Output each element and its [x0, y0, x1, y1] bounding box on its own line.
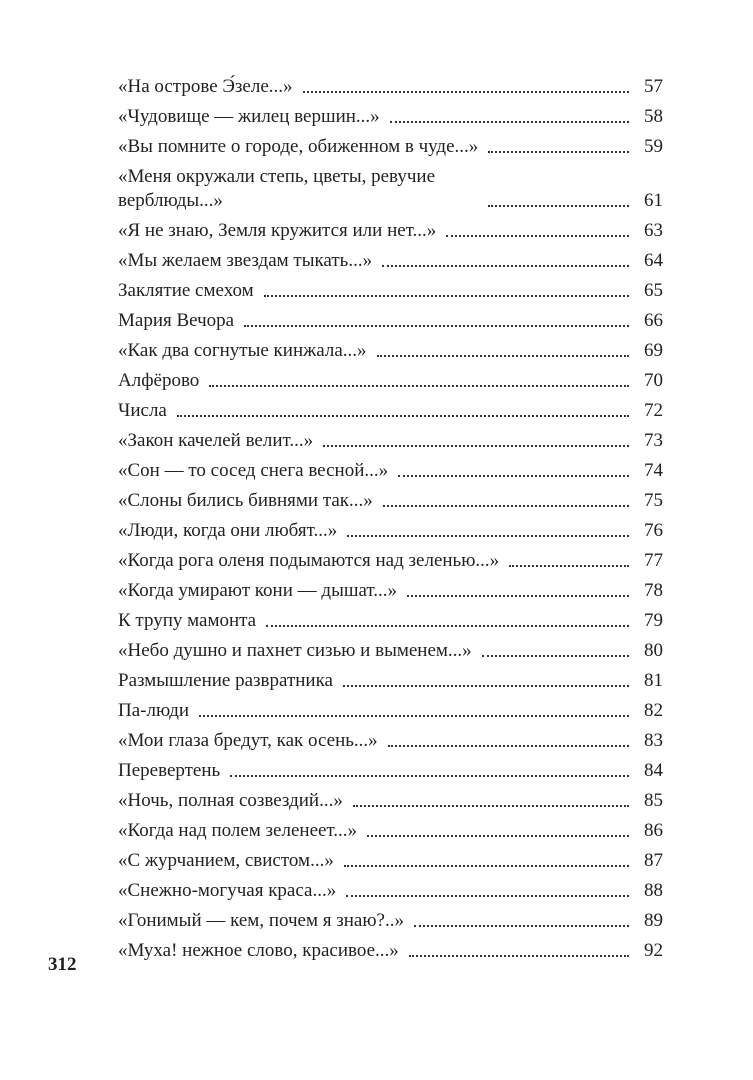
toc-entry-page: 77	[644, 550, 663, 571]
toc-entry	[118, 459, 663, 483]
toc-entry	[118, 669, 663, 693]
dot-leader	[388, 744, 629, 747]
dot-leader	[230, 774, 629, 777]
toc-entry	[118, 429, 663, 453]
toc-entry-title: «Когда над полем зеленеет...»	[118, 820, 358, 841]
toc-entry-page: 79	[644, 610, 663, 631]
toc-entry-title: «Мои глаза бредут, как осень...»	[118, 730, 378, 751]
toc-entry	[118, 729, 663, 753]
toc-entry-page: 88	[644, 880, 663, 901]
toc-entry	[118, 519, 663, 543]
toc-entry-page: 89	[644, 910, 663, 931]
table-of-contents	[118, 75, 663, 969]
dot-leader	[409, 954, 629, 957]
dot-leader	[344, 864, 629, 867]
toc-entry	[118, 939, 663, 963]
toc-entry-title: Перевертень	[118, 760, 221, 781]
toc-entry-page: 81	[644, 670, 663, 691]
toc-entry-title: К трупу мамонта	[118, 610, 257, 631]
dot-leader	[177, 414, 629, 417]
toc-entry	[118, 759, 663, 783]
toc-entry	[118, 699, 663, 723]
toc-entry-page: 85	[644, 790, 663, 811]
toc-entry-title: «Вы помните о городе, обиженном в чуде...»	[118, 136, 479, 157]
toc-entry-page: 57	[644, 76, 663, 97]
dot-leader	[488, 204, 629, 207]
toc-entry-title: «Муха! нежное слово, красивое...»	[118, 940, 399, 961]
toc-entry-title: Заклятие смехом	[118, 280, 254, 301]
toc-entry-page: 63	[644, 220, 663, 241]
toc-entry-page: 59	[644, 136, 663, 157]
dot-leader	[346, 894, 629, 897]
toc-entry	[118, 369, 663, 393]
toc-entry-page: 58	[644, 106, 663, 127]
toc-entry	[118, 339, 663, 363]
dot-leader	[303, 90, 629, 93]
toc-entry	[118, 549, 663, 573]
toc-entry	[118, 579, 663, 603]
toc-entry-page: 84	[644, 760, 663, 781]
dot-leader	[323, 444, 629, 447]
dot-leader	[398, 474, 629, 477]
toc-entry-page: 70	[644, 370, 663, 391]
dot-leader	[390, 120, 629, 123]
toc-entry	[118, 135, 663, 159]
toc-entry-page: 86	[644, 820, 663, 841]
toc-entry	[118, 849, 663, 873]
toc-entry-title: «Я не знаю, Земля кружится или нет...»	[118, 220, 437, 241]
toc-entry-title: «С журчанием, свистом...»	[118, 850, 334, 871]
page-number: 312	[48, 954, 77, 975]
toc-entry-title: «Когда рога оленя подымаются над зеленью...»	[118, 550, 500, 571]
dot-leader	[509, 564, 629, 567]
toc-entry-title: «Снежно-могучая краса...»	[118, 880, 337, 901]
dot-leader	[266, 624, 629, 627]
toc-entry-page: 64	[644, 250, 663, 271]
toc-entry	[118, 219, 663, 243]
dot-leader	[446, 234, 629, 237]
toc-entry-title: Алфёрово	[118, 370, 200, 391]
toc-entry-page: 82	[644, 700, 663, 721]
dot-leader	[244, 324, 629, 327]
dot-leader	[488, 150, 629, 153]
toc-entry	[118, 75, 663, 99]
toc-entry-page: 83	[644, 730, 663, 751]
toc-entry-title: «На острове Э́зеле...»	[118, 76, 293, 97]
toc-entry-page: 75	[644, 490, 663, 511]
toc-entry	[118, 639, 663, 663]
toc-entry-page: 92	[644, 940, 663, 961]
dot-leader	[383, 504, 629, 507]
toc-entry	[118, 309, 663, 333]
toc-entry	[118, 165, 663, 213]
toc-entry-page: 69	[644, 340, 663, 361]
toc-entry-page: 80	[644, 640, 663, 661]
toc-entry-page: 78	[644, 580, 663, 601]
toc-entry	[118, 819, 663, 843]
dot-leader	[407, 594, 629, 597]
toc-entry-title: «Слоны бились бивнями так...»	[118, 490, 373, 511]
toc-entry	[118, 279, 663, 303]
toc-entry-title: «Когда умирают кони — дышат...»	[118, 580, 398, 601]
toc-entry-title: «Люди, когда они любят...»	[118, 520, 338, 541]
toc-entry-page: 61	[644, 190, 663, 211]
dot-leader	[382, 264, 629, 267]
dot-leader	[199, 714, 629, 717]
dot-leader	[377, 354, 629, 357]
toc-entry-title: «Меня окружали степь, цветы, ревучие верблюды...»	[118, 166, 436, 211]
dot-leader	[347, 534, 629, 537]
dot-leader	[353, 804, 629, 807]
dot-leader	[209, 384, 629, 387]
toc-entry-title: «Небо душно и пахнет сизью и выменем...»	[118, 640, 472, 661]
toc-entry-title: Па-люди	[118, 700, 190, 721]
toc-entry	[118, 879, 663, 903]
toc-entry	[118, 909, 663, 933]
toc-entry-title: «Сон — то сосед снега весной...»	[118, 460, 389, 481]
toc-entry	[118, 609, 663, 633]
dot-leader	[367, 834, 629, 837]
dot-leader	[482, 654, 629, 657]
toc-entry-title: «Чудовище — жилец вершин...»	[118, 106, 380, 127]
toc-entry	[118, 105, 663, 129]
toc-entry-page: 72	[644, 400, 663, 421]
toc-entry-title: Мария Вечора	[118, 310, 235, 331]
dot-leader	[414, 924, 629, 927]
toc-entry-page: 73	[644, 430, 663, 451]
toc-entry-page: 76	[644, 520, 663, 541]
toc-entry-title: Числа	[118, 400, 167, 421]
toc-entry-page: 87	[644, 850, 663, 871]
toc-entry	[118, 399, 663, 423]
toc-entry-page: 74	[644, 460, 663, 481]
toc-entry-page: 66	[644, 310, 663, 331]
dot-leader	[343, 684, 629, 687]
toc-entry-title: «Мы желаем звездам тыкать...»	[118, 250, 373, 271]
toc-entry-title: «Закон качелей велит...»	[118, 430, 314, 451]
toc-entry-title: Размышление развратника	[118, 670, 333, 691]
dot-leader	[264, 294, 629, 297]
toc-entry	[118, 789, 663, 813]
toc-entry	[118, 489, 663, 513]
toc-entry-title: «Как два согнутые кинжала...»	[118, 340, 367, 361]
toc-entry-title: «Гонимый — кем, почем я знаю?..»	[118, 910, 404, 931]
toc-entry-title: «Ночь, полная созвездий...»	[118, 790, 343, 811]
toc-entry-page: 65	[644, 280, 663, 301]
toc-entry	[118, 249, 663, 273]
